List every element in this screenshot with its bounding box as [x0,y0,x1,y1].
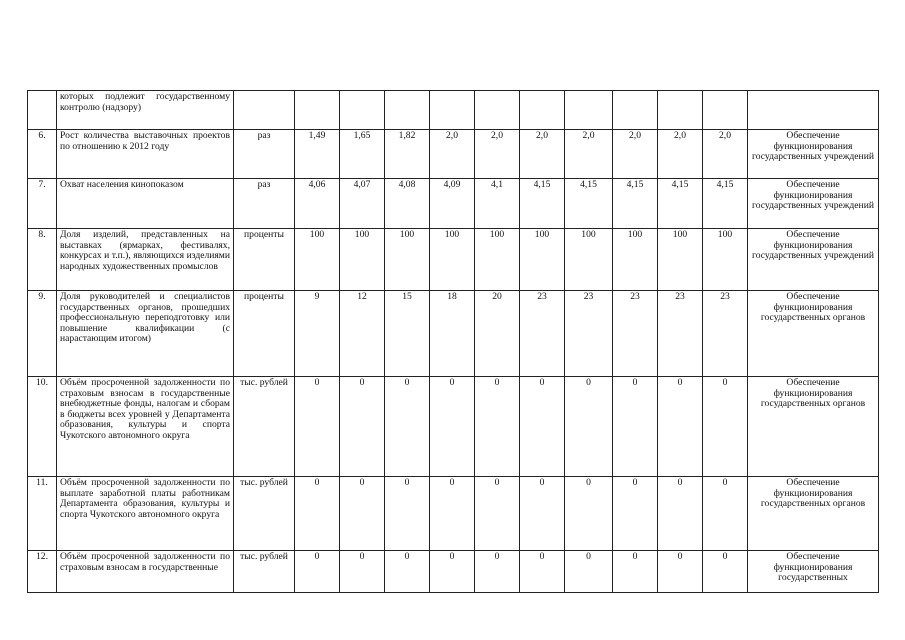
value-cell: 4,15 [703,179,748,229]
value-cell: 0 [340,477,385,551]
value-cell: 0 [658,551,703,593]
value-cell [613,91,658,130]
value-cell: 0 [430,377,475,477]
value-cell: 0 [565,477,613,551]
unit-cell: раз [234,130,295,179]
value-cell: 23 [520,291,565,377]
value-cell: 4,15 [658,179,703,229]
value-cell: 100 [703,229,748,291]
value-cell [340,91,385,130]
unit-cell: проценты [234,291,295,377]
value-cell: 0 [565,377,613,477]
value-cell: 4,06 [295,179,340,229]
value-cell: 23 [658,291,703,377]
value-cell: 23 [613,291,658,377]
row-number: 11. [28,477,57,551]
value-cell: 1,65 [340,130,385,179]
value-cell [703,91,748,130]
value-cell: 4,07 [340,179,385,229]
indicator-description: Объём просроченной задолженности по страховым взносам в государственные внебюджетные фонды, налогам и сборам в бюджеты всех уровней у Департамента образования, культуры и спорта Чукотского автономного округа [57,377,234,477]
value-cell: 4,15 [520,179,565,229]
value-cell: 9 [295,291,340,377]
table-row [28,377,879,477]
indicator-description: Объём просроченной задолженности по выплате заработной платы работникам Департамента образования, культуры и спорта Чукотского автономного округа [57,477,234,551]
indicator-description: Доля изделий, представленных на выставках (ярмарках, фестивалях, конкурсах и т.п.), являющихся изделиями народных художественных промыслов [57,229,234,291]
value-cell: 2,0 [565,130,613,179]
goal-cell: Обеспечение функционирования государственных органов [748,291,879,377]
row-number: 8. [28,229,57,291]
unit-cell: тыс. рублей [234,477,295,551]
value-cell: 0 [340,377,385,477]
value-cell: 2,0 [613,130,658,179]
value-cell: 20 [475,291,520,377]
value-cell: 1,49 [295,130,340,179]
value-cell: 0 [613,477,658,551]
value-cell: 100 [565,229,613,291]
value-cell [520,91,565,130]
value-cell: 18 [430,291,475,377]
indicator-description: Рост количества выставочных проектов по отношению к 2012 году [57,130,234,179]
value-cell: 0 [520,551,565,593]
table-row [28,91,879,130]
value-cell [295,91,340,130]
goal-cell: Обеспечение функционирования государственных учреждений [748,179,879,229]
row-number [28,91,57,130]
value-cell: 0 [520,477,565,551]
value-cell: 4,15 [613,179,658,229]
value-cell [475,91,520,130]
goal-cell: Обеспечение функционирования государственных [748,551,879,593]
unit-cell: тыс. рублей [234,551,295,593]
value-cell: 0 [613,551,658,593]
value-cell: 0 [385,477,430,551]
value-cell: 0 [430,551,475,593]
value-cell: 2,0 [520,130,565,179]
value-cell: 0 [475,551,520,593]
value-cell: 0 [385,377,430,477]
value-cell: 0 [295,551,340,593]
value-cell: 0 [703,377,748,477]
value-cell: 0 [658,377,703,477]
value-cell [658,91,703,130]
value-cell: 0 [430,477,475,551]
value-cell: 2,0 [430,130,475,179]
value-cell: 0 [613,377,658,477]
value-cell: 0 [658,477,703,551]
unit-cell: тыс. рублей [234,377,295,477]
value-cell: 0 [565,551,613,593]
indicator-description: Объём просроченной задолженности по страховым взносам в государственные [57,551,234,593]
value-cell: 0 [703,551,748,593]
row-number: 10. [28,377,57,477]
value-cell: 4,08 [385,179,430,229]
value-cell: 0 [385,551,430,593]
unit-cell: раз [234,179,295,229]
goal-cell [748,91,879,130]
value-cell: 100 [340,229,385,291]
table-row [28,130,879,179]
goal-cell: Обеспечение функционирования государственных органов [748,377,879,477]
value-cell: 100 [475,229,520,291]
value-cell: 4,09 [430,179,475,229]
indicator-description: Охват населения кинопоказом [57,179,234,229]
table-row [28,179,879,229]
value-cell: 100 [613,229,658,291]
value-cell: 0 [520,377,565,477]
table-row [28,477,879,551]
value-cell: 0 [340,551,385,593]
value-cell: 23 [703,291,748,377]
value-cell: 2,0 [658,130,703,179]
value-cell: 0 [703,477,748,551]
value-cell: 12 [340,291,385,377]
value-cell: 100 [520,229,565,291]
indicator-description: которых подлежит государственному контролю (надзору) [57,91,234,130]
goal-cell: Обеспечение функционирования государственных органов [748,477,879,551]
value-cell: 2,0 [475,130,520,179]
value-cell: 4,15 [565,179,613,229]
value-cell: 1,82 [385,130,430,179]
unit-cell: проценты [234,229,295,291]
value-cell: 4,1 [475,179,520,229]
value-cell: 15 [385,291,430,377]
row-number: 6. [28,130,57,179]
value-cell: 100 [658,229,703,291]
row-number: 12. [28,551,57,593]
value-cell [565,91,613,130]
unit-cell [234,91,295,130]
value-cell: 100 [430,229,475,291]
table-row [28,291,879,377]
value-cell: 23 [565,291,613,377]
value-cell: 100 [385,229,430,291]
value-cell: 0 [475,377,520,477]
goal-cell: Обеспечение функционирования государственных учреждений [748,229,879,291]
value-cell: 0 [475,477,520,551]
value-cell: 2,0 [703,130,748,179]
goal-cell: Обеспечение функционирования государственных учреждений [748,130,879,179]
table-row [28,229,879,291]
indicators-table [27,90,879,593]
value-cell: 0 [295,477,340,551]
value-cell [430,91,475,130]
table-row [28,551,879,593]
value-cell: 100 [295,229,340,291]
row-number: 9. [28,291,57,377]
value-cell [385,91,430,130]
row-number: 7. [28,179,57,229]
value-cell: 0 [295,377,340,477]
indicator-description: Доля руководителей и специалистов государственных органов, прошедших профессиональную переподготовку или повышение квалификации (с нарастающим итогом) [57,291,234,377]
